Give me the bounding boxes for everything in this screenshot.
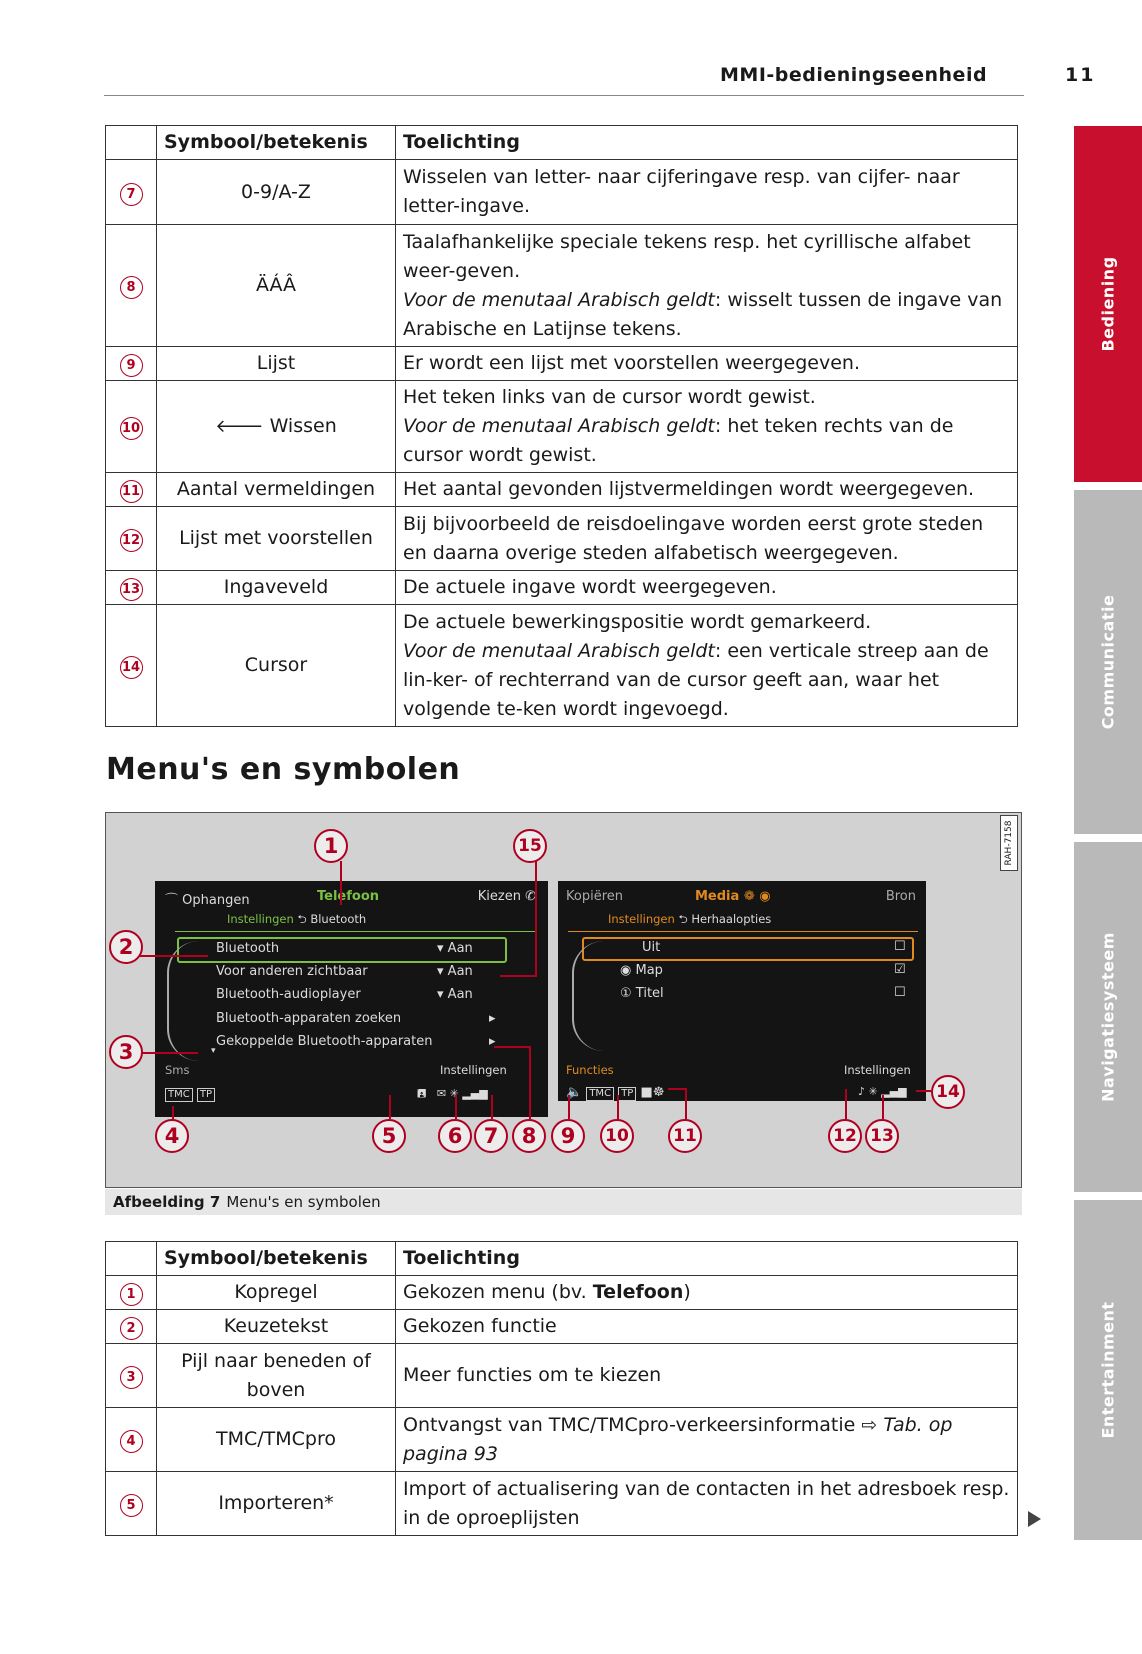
option-label: Uit bbox=[642, 940, 661, 955]
explanation-cell: Gekozen functie bbox=[396, 1310, 1018, 1344]
explanation-cell: Wisselen van letter- naar cijferingave resp. van cijfer- naar letter-ingave. bbox=[396, 160, 1018, 225]
running-header-title: MMI-bedieningseenheid bbox=[720, 64, 988, 86]
phone-icon: ✆ bbox=[525, 889, 536, 904]
bluetooth-icon: ✳ bbox=[449, 1087, 459, 1100]
option-label: ① Titel bbox=[620, 986, 664, 1001]
option-label: ◉ Map bbox=[620, 963, 663, 978]
symbol-cell: ÄÁÂ bbox=[157, 225, 396, 347]
backspace-arrow-icon: 🡐 bbox=[215, 416, 264, 437]
table-row bbox=[106, 571, 1018, 605]
tmc-badge: TMC TP bbox=[165, 1086, 215, 1102]
table-row bbox=[106, 1472, 1018, 1536]
submenu-arrow-icon: ▸ bbox=[489, 1034, 496, 1049]
symbol-cell: Ingaveveld bbox=[157, 571, 396, 605]
page-number: 11 bbox=[1065, 64, 1096, 86]
section-title: Menu's en symbolen bbox=[106, 752, 461, 787]
explanation-cell: Import of actualisering van de contacten in het adresboek resp. in de oproeplijsten bbox=[396, 1472, 1018, 1536]
callout-number: 3 bbox=[120, 1366, 143, 1389]
screen-title: Media ❁ ◉ bbox=[695, 889, 771, 904]
explanation-cell: Taalafhankelijke speciale tekens resp. het cyrillische alfabet weer-geven. Voor de menutaal Arabisch geldt: wisselt tussen de ingave van Arabische en Latijnse tekens. bbox=[396, 225, 1018, 347]
symbol-cell: Lijst met voorstellen bbox=[157, 507, 396, 571]
table-row bbox=[106, 1344, 1018, 1408]
tab-entertainment[interactable]: Entertainment bbox=[1074, 1200, 1142, 1540]
import-icon: 🖪 bbox=[417, 1087, 427, 1100]
explanation-cell: Gekozen menu (bv. Telefoon) bbox=[396, 1276, 1018, 1310]
callout-number: 8 bbox=[120, 276, 143, 299]
tab-bediening[interactable]: Bediening bbox=[1074, 126, 1142, 482]
explanation-cell: Bij bijvoorbeeld de reisdoelingave worden eerst grote steden en daarna overige steden alfabetisch weergegeven. bbox=[396, 507, 1018, 571]
symbol-cell: Kopregel bbox=[157, 1276, 396, 1310]
callout-7: 7 bbox=[474, 1119, 508, 1153]
explanation-cell: De actuele bewerkingspositie wordt gemarkeerd. Voor de menutaal Arabisch geldt: een verticale streep aan de lin-ker- of rechterrand van de cursor geeft aan, waar het volgende te-ken wordt ingevoegd. bbox=[396, 605, 1018, 727]
instellingen-softkey: Instellingen bbox=[440, 1063, 507, 1077]
functies-softkey: Functies bbox=[566, 1063, 614, 1077]
checkbox: ☐ bbox=[894, 939, 906, 954]
callout-8: 8 bbox=[512, 1119, 546, 1153]
menu-item-label: Bluetooth-audioplayer bbox=[216, 987, 361, 1002]
callout-4: 4 bbox=[155, 1119, 189, 1153]
instellingen-softkey: Instellingen bbox=[844, 1063, 911, 1077]
kiezen-softkey: Kiezen ✆ bbox=[477, 889, 536, 904]
table-row bbox=[106, 381, 1018, 473]
bluetooth-icon: ✳ bbox=[868, 1085, 878, 1098]
explanation-cell: De actuele ingave wordt weergegeven. bbox=[396, 571, 1018, 605]
table-header-num bbox=[106, 1242, 157, 1276]
screen-title: Telefoon bbox=[317, 889, 380, 904]
callout-6: 6 bbox=[438, 1119, 472, 1153]
back-arrow-icon: ⮌ bbox=[297, 912, 307, 926]
header-rule bbox=[104, 95, 1024, 96]
symbol-cell: 0-9/A-Z bbox=[157, 160, 396, 225]
ophangen-softkey: ⌒ Ophangen bbox=[165, 893, 250, 908]
table-row bbox=[106, 507, 1018, 571]
submenu-arrow-icon: ▸ bbox=[489, 1011, 496, 1026]
symbol-cell: Aantal vermeldingen bbox=[157, 473, 396, 507]
traffic-icon: ■☸ bbox=[640, 1085, 665, 1100]
explanation-cell: Er wordt een lijst met voorstellen weergegeven. bbox=[396, 347, 1018, 381]
callout-1: 1 bbox=[314, 829, 348, 863]
bron-softkey: Bron bbox=[885, 889, 916, 904]
menu-item-label: Bluetooth-apparaten zoeken bbox=[216, 1011, 402, 1026]
table-row bbox=[106, 473, 1018, 507]
symbol-table-keyboard bbox=[105, 125, 1018, 727]
figure-caption: Afbeelding 7 Menu's en symbolen bbox=[105, 1189, 1022, 1215]
callout-number: 2 bbox=[120, 1317, 143, 1340]
callout-number: 9 bbox=[120, 354, 143, 377]
menu-item-value: ▾ Aan bbox=[437, 964, 473, 979]
callout-9: 9 bbox=[551, 1119, 585, 1153]
back-arrow-icon: ⮌ bbox=[678, 912, 688, 926]
explanation-cell: Het teken links van de cursor wordt gewist. Voor de menutaal Arabisch geldt: het teken rechts van de cursor wordt gewist. bbox=[396, 381, 1018, 473]
sms-softkey: Sms bbox=[165, 1063, 190, 1077]
checkbox: ☐ bbox=[894, 985, 906, 1000]
table-row bbox=[106, 1408, 1018, 1472]
table-header-symbol: Symbool/betekenis bbox=[157, 126, 396, 160]
explanation-cell: Ontvangst van TMC/TMCpro-verkeersinformatie ⇨ Tab. op pagina 93 bbox=[396, 1408, 1018, 1472]
callout-number: 7 bbox=[120, 183, 143, 206]
tmc-badge: 🔈 TMC TP ■☸ bbox=[566, 1085, 665, 1100]
callout-3: 3 bbox=[109, 1035, 143, 1069]
symbol-cell: TMC/TMCpro bbox=[157, 1408, 396, 1472]
menu-item-value: ▾ Aan bbox=[437, 987, 473, 1002]
menu-item-value: ▾ Aan bbox=[437, 941, 473, 956]
signal-icon: ▂▄▆ bbox=[881, 1085, 907, 1098]
callout-15: 15 bbox=[513, 829, 547, 863]
callout-number: 10 bbox=[120, 417, 143, 440]
scroll-down-arrow-icon: ▾ bbox=[211, 1046, 216, 1056]
table-row bbox=[106, 1310, 1018, 1344]
callout-14: 14 bbox=[931, 1075, 965, 1109]
repeat-folder-icon: ◉ bbox=[620, 963, 632, 978]
callout-number: 5 bbox=[120, 1494, 143, 1517]
callout-number: 12 bbox=[120, 529, 143, 552]
symbol-cell: Importeren* bbox=[157, 1472, 396, 1536]
callout-5: 5 bbox=[372, 1119, 406, 1153]
mail-icon: ✉ bbox=[436, 1087, 447, 1100]
figure-menus-symbols bbox=[105, 812, 1022, 1188]
mute-icon: 🔈 bbox=[566, 1085, 583, 1100]
table-row bbox=[106, 347, 1018, 381]
menu-item-label: Bluetooth bbox=[216, 941, 280, 956]
callout-number: 14 bbox=[120, 656, 143, 679]
symbol-cell: 🡐 Wissen bbox=[157, 381, 396, 473]
explanation-cell: Het aantal gevonden lijstvermeldingen wordt weergegeven. bbox=[396, 473, 1018, 507]
callout-12: 12 bbox=[828, 1119, 862, 1153]
callout-number: 13 bbox=[120, 578, 143, 601]
callout-13: 13 bbox=[865, 1119, 899, 1153]
figure-id: RAH-7158 bbox=[1000, 815, 1018, 871]
callout-number: 11 bbox=[120, 480, 143, 503]
callout-10: 10 bbox=[600, 1119, 634, 1153]
explanation-cell: Meer functies om te kiezen bbox=[396, 1344, 1018, 1408]
symbol-cell: Pijl naar beneden of boven bbox=[157, 1344, 396, 1408]
checkbox-checked: ☑ bbox=[894, 962, 906, 977]
repeat-track-icon: ① bbox=[620, 986, 632, 1001]
breadcrumb: Instellingen ⮌ Herhaalopties bbox=[608, 912, 772, 926]
signal-icon: ▂▄▆ bbox=[462, 1087, 488, 1100]
callout-number: 1 bbox=[120, 1283, 143, 1306]
table-header-explanation: Toelichting bbox=[396, 126, 1018, 160]
continue-arrow-icon bbox=[1028, 1511, 1041, 1527]
table-header-num bbox=[106, 126, 157, 160]
media-icon: ❁ ◉ bbox=[743, 889, 771, 904]
kopieren-softkey: Kopiëren bbox=[566, 889, 623, 904]
symbol-cell: Lijst bbox=[157, 347, 396, 381]
menu-item-label: Gekoppelde Bluetooth-apparaten bbox=[216, 1034, 433, 1049]
hang-up-icon: ⌒ bbox=[165, 893, 179, 908]
symbol-table-menus bbox=[105, 1241, 1018, 1536]
menu-item-label: Voor anderen zichtbaar bbox=[216, 964, 368, 979]
table-row bbox=[106, 605, 1018, 727]
symbol-cell: Cursor bbox=[157, 605, 396, 727]
callout-number: 4 bbox=[120, 1430, 143, 1453]
tab-communicatie[interactable]: Communicatie bbox=[1074, 490, 1142, 834]
breadcrumb: Instellingen ⮌ Bluetooth bbox=[227, 912, 367, 926]
table-row bbox=[106, 1276, 1018, 1310]
callout-11: 11 bbox=[668, 1119, 702, 1153]
tab-navigatiesysteem[interactable]: Navigatiesysteem bbox=[1074, 842, 1142, 1192]
symbol-cell: Keuzetekst bbox=[157, 1310, 396, 1344]
table-row bbox=[106, 225, 1018, 347]
table-header-symbol: Symbool/betekenis bbox=[157, 1242, 396, 1276]
music-icon: ♪ bbox=[858, 1085, 866, 1098]
table-header-explanation: Toelichting bbox=[396, 1242, 1018, 1276]
table-row bbox=[106, 160, 1018, 225]
callout-2: 2 bbox=[109, 930, 143, 964]
